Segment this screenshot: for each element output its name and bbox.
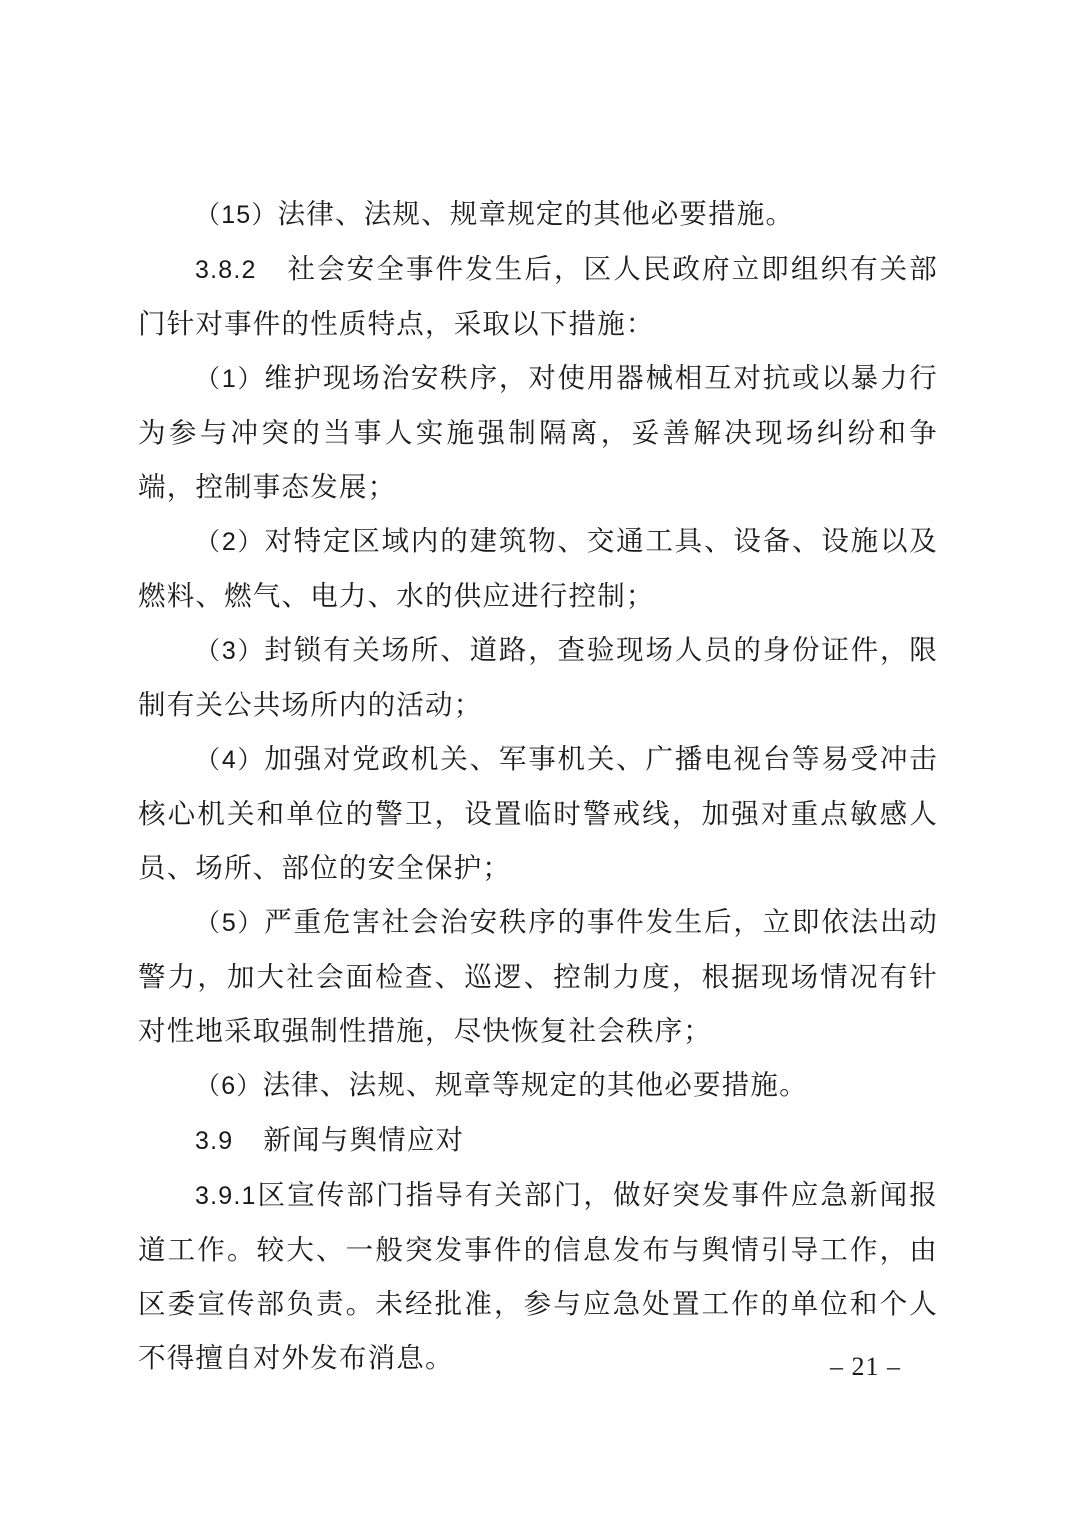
paragraph-6	[138, 1058, 938, 1113]
item-number: （1）	[195, 365, 265, 393]
paragraph-text: 对特定区域内的建筑物、交通工具、设备、设施以及燃料、燃气、电力、水的供应进行控制；	[138, 525, 938, 612]
paragraph-text: 社会安全事件发生后，区人民政府立即组织有关部门针对事件的性质特点，采取以下措施：	[138, 253, 938, 340]
section-heading-3-9	[138, 1113, 938, 1168]
document-body	[138, 187, 938, 1385]
paragraph-text: 区宣传部门指导有关部门，做好突发事件应急新闻报道工作。较大、一般突发事件的信息发布与舆情引导工作，由区委宣传部负责。未经批准，参与应急处置工作的单位和个人不得擅自对外发布消息。	[138, 1179, 938, 1374]
item-number: （3）	[195, 637, 265, 665]
paragraph-text: 法律、法规、规章等规定的其他必要措施。	[262, 1069, 808, 1101]
section-number: 3.8.2	[195, 256, 257, 284]
paragraph-text: 严重危害社会治安秩序的事件发生后，立即依法出动警力，加大社会面检查、巡逻、控制力度，根据现场情况有针对性地采取强制性措施，尽快恢复社会秩序；	[138, 906, 938, 1047]
paragraph-5	[138, 895, 938, 1058]
item-number: （4）	[195, 746, 265, 774]
item-number: （6）	[195, 1072, 263, 1100]
paragraph-text: 法律、法规、规章规定的其他必要措施。	[277, 198, 795, 230]
section-heading-text: 新闻与舆情应对	[263, 1124, 465, 1156]
section-number: 3.9.1	[195, 1182, 257, 1210]
page-number: – 21 –	[830, 1352, 901, 1381]
item-number: （15）	[195, 201, 278, 229]
item-number: （2）	[195, 528, 265, 556]
paragraph-2	[138, 514, 938, 623]
paragraph-4	[138, 732, 938, 895]
section-number: 3.9	[195, 1127, 234, 1155]
paragraph-text: 维护现场治安秩序，对使用器械相互对抗或以暴力行为参与冲突的当事人实施强制隔离，妥善解决现场纠纷和争端，控制事态发展；	[138, 362, 938, 503]
paragraph-3	[138, 623, 938, 732]
paragraph-text: 加强对党政机关、军事机关、广播电视台等易受冲击核心机关和单位的警卫，设置临时警戒线，加强对重点敏感人员、场所、部位的安全保护；	[138, 743, 938, 884]
item-number: （5）	[195, 909, 265, 937]
section-3-9-1	[138, 1168, 938, 1385]
paragraph-1	[138, 351, 938, 514]
section-3-8-2	[138, 242, 938, 351]
paragraph-text: 封锁有关场所、道路，查验现场人员的身份证件，限制有关公共场所内的活动；	[138, 634, 938, 721]
paragraph-15	[138, 187, 938, 242]
